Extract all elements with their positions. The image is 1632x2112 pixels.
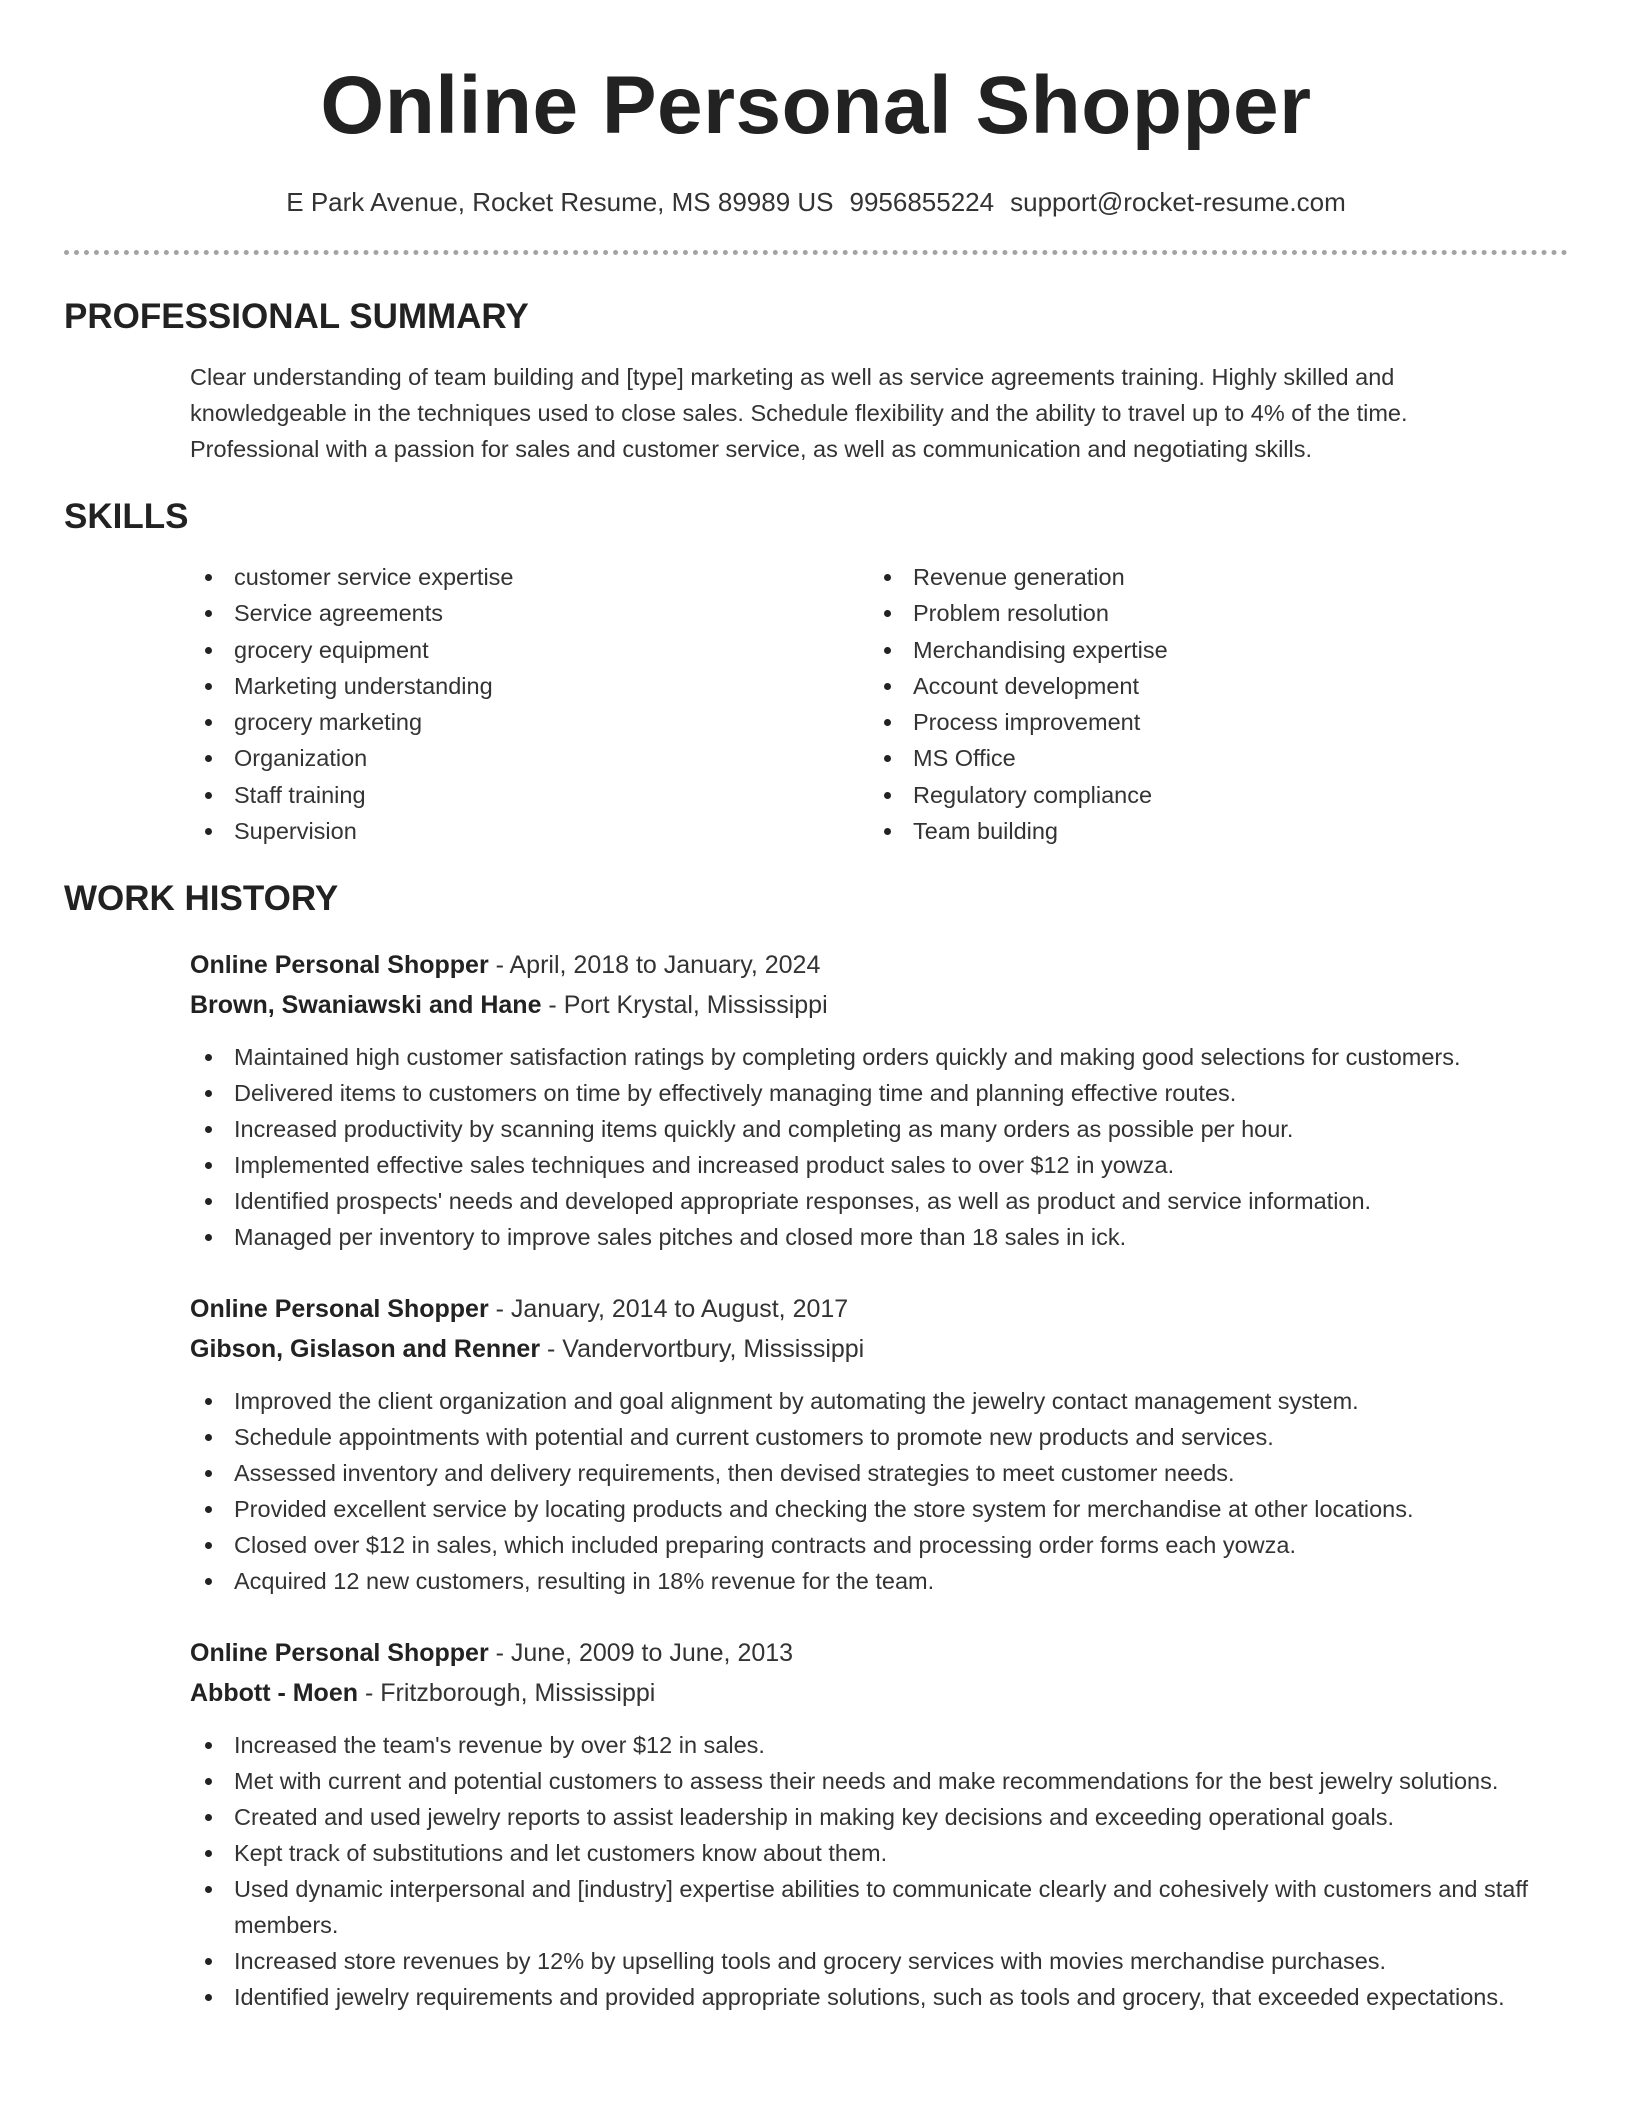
skill-item: Service agreements [190,595,869,631]
job-bullets [190,1727,1568,2015]
skill-item: Process improvement [869,704,1548,740]
job-bullet: Increased the team's revenue by over $12 in sales. [190,1727,1568,1763]
job-bullet: Closed over $12 in sales, which included preparing contracts and processing order forms each yowza. [190,1527,1568,1563]
skill-item: grocery equipment [190,632,869,668]
job-bullet: Used dynamic interpersonal and [industry] expertise abilities to communicate clearly and cohesively with customers and staff members. [190,1871,1568,1943]
job-bullet: Schedule appointments with potential and current customers to promote new products and services. [190,1419,1568,1455]
professional-summary-section [64,295,1568,467]
skill-item: Account development [869,668,1548,704]
skill-item: Supervision [190,813,869,849]
job-company-line [190,985,1568,1025]
job-role: Online Personal Shopper [190,1295,489,1324]
header-divider [64,250,1568,255]
job-title-line [190,945,1568,985]
job-dates: - January, 2014 to August, 2017 [488,1295,849,1324]
job-company-line [190,1329,1568,1369]
skill-item: MS Office [869,740,1548,776]
job-bullet: Created and used jewelry reports to assist leadership in making key decisions and exceeding operational goals. [190,1799,1568,1835]
skills-columns [190,559,1568,849]
summary-line: knowledgeable in the techniques used to close sales. Schedule flexibility and the ability to travel up to 4% of the time. [190,400,1408,426]
summary-line: Professional with a passion for sales and customer service, as well as communication and negotiating skills. [190,436,1313,462]
job-bullet: Identified prospects' needs and developed appropriate responses, as well as product and service information. [190,1183,1568,1219]
job-title-line [190,1633,1568,1673]
summary-line: Clear understanding of team building and [type] marketing as well as service agreements training. Highly skilled and [190,364,1395,390]
contact-address: E Park Avenue, Rocket Resume, MS 89989 US [286,187,834,217]
job-bullet: Improved the client organization and goal alignment by automating the jewelry contact management system. [190,1383,1568,1419]
job-dates: - June, 2009 to June, 2013 [488,1639,794,1668]
job-role: Online Personal Shopper [190,951,489,980]
section-title-work-history: WORK HISTORY [64,879,339,919]
summary-text [190,359,1568,467]
job-bullet: Met with current and potential customers to assess their needs and make recommendations for the best jewelry solutions. [190,1763,1568,1799]
job-bullet: Acquired 12 new customers, resulting in 18% revenue for the team. [190,1563,1568,1599]
job-title-line [190,1289,1568,1329]
job-bullet: Delivered items to customers on time by effectively managing time and planning effective routes. [190,1075,1568,1111]
skill-item: Regulatory compliance [869,777,1548,813]
job-bullet: Increased productivity by scanning items quickly and completing as many orders as possible per hour. [190,1111,1568,1147]
skill-item: grocery marketing [190,704,869,740]
job-bullet: Managed per inventory to improve sales pitches and closed more than 18 sales in ick. [190,1219,1568,1255]
contact-line [64,184,1568,220]
skill-item: Staff training [190,777,869,813]
job-dates: - April, 2018 to January, 2024 [488,951,821,980]
job-bullet: Maintained high customer satisfaction ratings by completing orders quickly and making good selections for customers. [190,1039,1568,1075]
job-location: - Vandervortbury, Mississippi [540,1335,865,1364]
work-history-section [64,877,1568,2015]
job-role: Online Personal Shopper [190,1639,489,1668]
job-location: - Port Krystal, Mississippi [541,991,828,1020]
skills-list-left [190,559,869,849]
skill-item: Marketing understanding [190,668,869,704]
skill-item: customer service expertise [190,559,869,595]
skill-item: Organization [190,740,869,776]
job-company-line [190,1673,1568,1713]
job-bullets [190,1039,1568,1255]
section-title-summary: PROFESSIONAL SUMMARY [64,297,529,336]
job-bullet: Identified jewelry requirements and provided appropriate solutions, such as tools and grocery, that exceeded expectations. [190,1979,1568,2015]
job-bullet: Assessed inventory and delivery requirements, then devised strategies to meet customer needs. [190,1455,1568,1491]
job-company: Gibson, Gislason and Renner [190,1335,541,1364]
job-location: - Fritzborough, Mississippi [358,1679,656,1708]
skills-list-right [869,559,1548,849]
job-entry [190,1633,1568,2015]
job-bullet: Kept track of substitutions and let customers know about them. [190,1835,1568,1871]
job-bullet: Provided excellent service by locating products and checking the store system for merchandise at other locations. [190,1491,1568,1527]
skill-item: Problem resolution [869,595,1548,631]
contact-phone: 9956855224 [849,187,995,217]
job-bullets [190,1383,1568,1599]
candidate-name: Online Personal Shopper [320,60,1312,151]
contact-email: support@rocket-resume.com [1010,187,1346,217]
skills-section [64,495,1568,849]
job-bullet: Implemented effective sales techniques and increased product sales to over $12 in yowza. [190,1147,1568,1183]
job-entry [190,1289,1568,1599]
skill-item: Merchandising expertise [869,632,1548,668]
job-entry [190,945,1568,1255]
skill-item: Revenue generation [869,559,1548,595]
job-company: Brown, Swaniawski and Hane [190,991,542,1020]
job-bullet: Increased store revenues by 12% by upselling tools and grocery services with movies merchandise purchases. [190,1943,1568,1979]
section-title-skills: SKILLS [64,497,189,536]
job-company: Abbott - Moen [190,1679,359,1708]
skill-item: Team building [869,813,1548,849]
